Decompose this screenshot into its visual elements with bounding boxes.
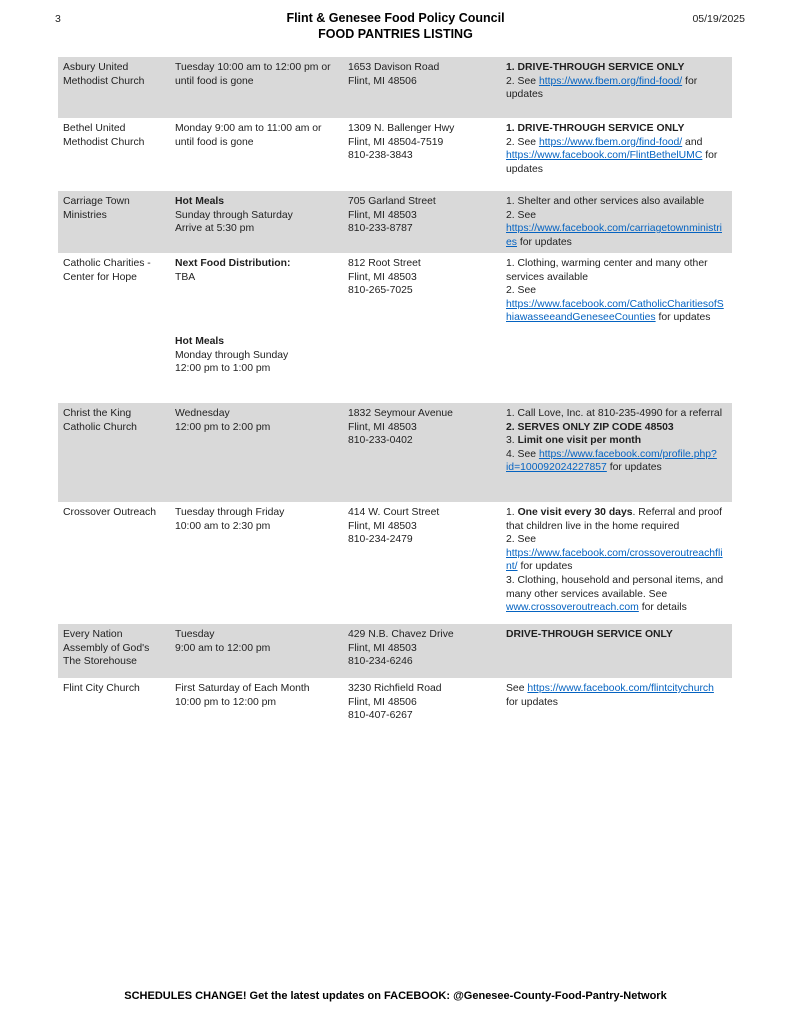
external-link[interactable]: www.crossoveroutreach.com — [506, 602, 639, 614]
schedule-cell — [170, 678, 343, 747]
address-line: Flint, MI 48503 — [348, 421, 417, 433]
text-paragraph — [506, 257, 726, 284]
text-segment: 12:00 pm to 2:00 pm — [175, 421, 271, 433]
text-segment: 1. Call Love, Inc. at 810-235-4990 for a referral — [506, 408, 723, 419]
address-line: 810-234-6246 — [348, 656, 413, 668]
text-paragraph — [506, 75, 726, 102]
address-line: Flint, MI 48503 — [348, 520, 417, 532]
schedule-cell — [170, 403, 343, 502]
address-line: 705 Garland Street — [348, 196, 436, 207]
text-segment: Monday 9:00 am to 11:00 am or until food is gone — [175, 123, 322, 148]
address-line: Flint, MI 48504-7519 — [348, 136, 444, 148]
document-title: Flint & Genesee Food Policy Council — [286, 11, 505, 25]
text-paragraph — [506, 136, 726, 177]
address-cell — [343, 624, 501, 678]
address-line: Flint, MI 48503 — [348, 209, 417, 221]
text-segment: 2. SERVES ONLY ZIP CODE 48503 — [506, 421, 674, 433]
text-segment: First Saturday of Each Month — [175, 683, 310, 694]
text-segment: 1. DRIVE-THROUGH SERVICE ONLY — [506, 62, 685, 73]
text-segment: Next Food Distribution: — [175, 258, 291, 269]
footer-note: SCHEDULES CHANGE! Get the latest updates on FACEBOOK: @Genesee-County-Food-Pantry-Network — [124, 990, 667, 1002]
address-cell — [343, 57, 501, 118]
address-cell — [343, 191, 501, 253]
address-cell — [343, 253, 501, 403]
pantry-name-cell: Flint City Church — [63, 683, 140, 694]
pantry-name-cell: Crossover Outreach — [63, 507, 156, 518]
notes-cell — [501, 118, 732, 191]
notes-cell — [501, 502, 732, 624]
text-paragraph — [175, 257, 337, 271]
document-subtitle: FOOD PANTRIES LISTING — [318, 27, 473, 41]
text-segment: 2. See — [506, 209, 537, 221]
address-line: Flint, MI 48506 — [348, 696, 417, 708]
text-segment: Sunday through Saturday — [175, 209, 293, 221]
text-segment: Hot Meals — [175, 196, 225, 207]
notes-cell — [501, 57, 732, 118]
text-segment: 1. DRIVE-THROUGH SERVICE ONLY — [506, 123, 685, 134]
address-line: 1309 N. Ballenger Hwy — [348, 123, 455, 134]
text-paragraph — [506, 407, 726, 421]
external-link[interactable]: https://www.facebook.com/flintcitychurch — [527, 683, 714, 694]
text-paragraph — [506, 574, 726, 615]
external-link[interactable]: https://www.fbem.org/find-food/ — [538, 136, 683, 148]
text-paragraph — [506, 122, 726, 136]
schedule-cell — [170, 502, 343, 624]
text-segment: Wednesday — [175, 408, 230, 419]
text-segment: Arrive at 5:30 pm — [175, 223, 255, 235]
external-link[interactable]: https://www.facebook.com/carriagetownministries — [506, 223, 722, 248]
text-segment: 2. See — [506, 136, 539, 148]
notes-cell — [501, 624, 732, 678]
text-segment: See — [506, 683, 528, 694]
text-paragraph — [175, 335, 337, 349]
address-line: 1832 Seymour Avenue — [348, 408, 453, 419]
text-paragraph — [175, 195, 337, 209]
schedule-cell — [170, 118, 343, 191]
external-link[interactable]: https://www.fbem.org/find-food/ — [538, 75, 683, 87]
schedule-cell — [170, 253, 343, 403]
text-segment: Hot Meals — [175, 336, 225, 348]
pantry-row — [58, 403, 732, 502]
text-paragraph — [175, 506, 337, 520]
text-paragraph — [175, 407, 337, 421]
pantry-row — [58, 191, 732, 253]
text-paragraph — [175, 209, 337, 223]
notes-cell — [501, 678, 732, 747]
address-line: Flint, MI 48503 — [348, 271, 417, 283]
external-link[interactable]: https://www.facebook.com/profile.php?id=100092024227857 — [506, 448, 717, 474]
text-segment: for updates — [506, 696, 558, 708]
address-line: 429 N.B. Chavez Drive — [348, 629, 454, 640]
text-segment: Monday through Sunday — [175, 349, 289, 361]
text-paragraph — [506, 209, 726, 250]
pantry-name-cell: Catholic Charities - Center for Hope — [63, 258, 151, 283]
text-paragraph — [175, 61, 337, 88]
text-paragraph — [175, 628, 337, 642]
address-cell — [343, 118, 501, 191]
pantry-name-cell: Bethel United Methodist Church — [63, 123, 145, 148]
schedule-cell — [170, 191, 343, 253]
text-segment: DRIVE-THROUGH SERVICE ONLY — [506, 629, 673, 640]
text-paragraph — [506, 195, 726, 209]
text-segment: 3. — [506, 435, 518, 447]
text-paragraph — [506, 506, 726, 533]
text-segment: for updates — [516, 236, 572, 248]
address-line: 810-407-6267 — [348, 710, 413, 722]
text-segment: 2. See — [506, 285, 537, 297]
text-paragraph — [506, 628, 726, 642]
text-paragraph — [175, 421, 337, 435]
pantry-name-cell: Every Nation Assembly of God's The Storehouse — [58, 624, 170, 678]
text-segment: One visit every 30 days — [517, 507, 633, 518]
text-segment: for details — [638, 602, 687, 614]
external-link[interactable]: https://www.facebook.com/FlintBethelUMC — [506, 150, 703, 162]
text-segment: . Referral and proof that children live in the home required — [506, 507, 723, 532]
address-line: 810-233-8787 — [348, 223, 413, 235]
text-paragraph — [175, 362, 337, 376]
text-paragraph — [175, 682, 337, 696]
address-line: Flint, MI 48503 — [348, 642, 417, 654]
address-line: 810-233-0402 — [348, 435, 413, 447]
text-paragraph — [175, 696, 337, 710]
pantry-row — [58, 624, 732, 678]
address-cell — [343, 403, 501, 502]
notes-cell — [501, 253, 732, 403]
text-segment: for updates — [655, 312, 711, 324]
address-line: Flint, MI 48506 — [348, 75, 417, 87]
pantry-name-cell: Carriage Town Ministries — [58, 191, 170, 253]
pantry-table-body — [58, 57, 732, 747]
pantry-row — [58, 678, 732, 747]
text-segment: 9:00 am to 12:00 pm — [175, 642, 271, 654]
text-segment: 3. Clothing, household and personal items, and many other services available. See — [506, 574, 724, 600]
text-segment: for updates — [506, 75, 698, 101]
text-segment: for updates — [517, 561, 573, 573]
pantry-name-cell: Asbury United Methodist Church — [58, 57, 170, 118]
text-segment: for updates — [606, 462, 662, 474]
text-segment: for updates — [506, 150, 718, 175]
address-line: 1653 Davison Road — [348, 62, 440, 73]
text-segment: TBA — [175, 271, 196, 283]
notes-cell — [501, 403, 732, 502]
address-line: 810-234-2479 — [348, 534, 413, 546]
external-link[interactable]: https://www.facebook.com/crossoveroutreachflint/ — [506, 547, 723, 573]
address-line: 812 Root Street — [348, 258, 421, 269]
address-line: 810-238-3843 — [348, 150, 413, 162]
text-segment: Tuesday 10:00 am to 12:00 pm or until food is gone — [175, 62, 331, 87]
pantry-table — [58, 57, 732, 747]
pantry-row — [58, 57, 732, 118]
text-segment: Limit one visit per month — [517, 435, 642, 447]
text-segment: Tuesday — [175, 629, 215, 640]
pantry-row — [58, 502, 732, 624]
text-segment: and — [682, 136, 703, 148]
text-segment: 2. See — [506, 534, 537, 546]
text-segment: 1. — [506, 507, 518, 518]
text-paragraph — [506, 448, 726, 475]
text-paragraph — [506, 61, 726, 75]
address-cell — [343, 502, 501, 624]
text-segment: 1. Clothing, warming center and many other services available — [506, 258, 708, 283]
text-segment: 1. Shelter and other services also available — [506, 196, 705, 207]
text-segment: 2. See — [506, 75, 539, 87]
text-paragraph — [506, 434, 726, 448]
text-segment: 10:00 am to 2:30 pm — [175, 520, 271, 532]
text-paragraph — [175, 642, 337, 656]
text-segment: 4. See — [506, 448, 539, 460]
text-paragraph — [175, 122, 337, 149]
schedule-cell — [170, 57, 343, 118]
text-paragraph — [175, 222, 337, 236]
text-paragraph — [175, 349, 337, 363]
pantry-name-cell: Christ the King Catholic Church — [58, 403, 170, 502]
document-date: 05/19/2025 — [692, 13, 745, 25]
text-paragraph — [175, 271, 337, 285]
address-line: 810-265-7025 — [348, 285, 413, 297]
text-paragraph — [506, 284, 726, 325]
address-line: 414 W. Court Street — [348, 507, 440, 518]
text-paragraph — [175, 520, 337, 534]
external-link[interactable]: https://www.facebook.com/CatholicCharitiesofShiawasseeandGeneseeCounties — [506, 298, 724, 324]
text-paragraph — [506, 682, 726, 709]
notes-cell — [501, 191, 732, 253]
address-line: 3230 Richfield Road — [348, 683, 442, 694]
text-segment: Tuesday through Friday — [175, 507, 285, 518]
schedule-cell — [170, 624, 343, 678]
address-cell — [343, 678, 501, 747]
text-paragraph — [506, 421, 726, 435]
text-paragraph — [506, 533, 726, 574]
page-number: 3 — [55, 13, 61, 25]
text-segment: 12:00 pm to 1:00 pm — [175, 363, 271, 375]
pantry-row — [58, 118, 732, 191]
text-segment: 10:00 pm to 12:00 pm — [175, 696, 277, 708]
document-header — [0, 10, 791, 42]
pantry-row — [58, 253, 732, 403]
